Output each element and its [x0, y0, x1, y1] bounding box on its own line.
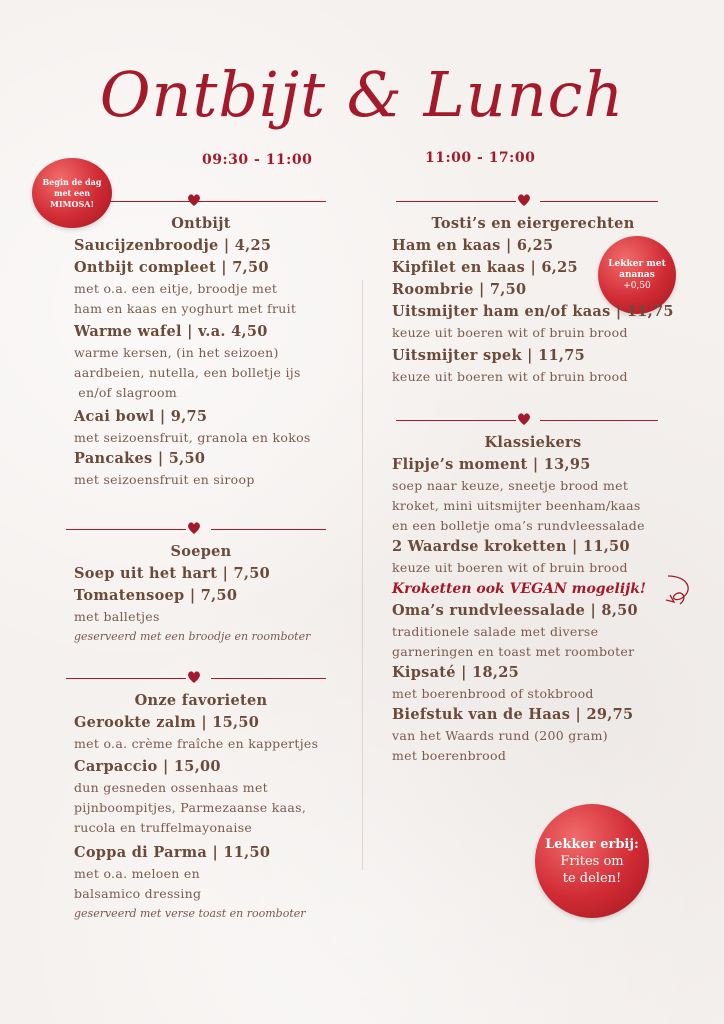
- menu-item: Oma’s rundvleessalade | 8,50: [392, 602, 638, 619]
- vegan-note: Kroketten ook VEGAN mogelijk!: [392, 581, 647, 597]
- menu-item: Warme wafel | v.a. 4,50: [74, 323, 268, 340]
- item-desc: met boerenbrood: [392, 748, 507, 763]
- item-desc: aardbeien, nutella, een bolletje ijs: [74, 365, 301, 380]
- mimosa-badge: Begin de dag met een MIMOSA!: [32, 158, 112, 228]
- right-column: [388, 192, 678, 766]
- item-desc: dun gesneden ossenhaas met: [74, 780, 268, 795]
- menu-title: Ontbijt & Lunch: [99, 58, 625, 131]
- item-desc: ham en kaas en yoghurt met fruit: [74, 301, 297, 316]
- item-desc: pijnboompitjes, Parmezaanse kaas,: [74, 800, 307, 815]
- item-desc: van het Waards rund (200 gram): [392, 728, 608, 743]
- menu-item: 2 Waardse kroketten | 11,50: [392, 538, 630, 555]
- item-desc: rucola en truffelmayonaise: [74, 820, 253, 835]
- item-desc: kroket, mini uitsmijter beenham/kaas: [392, 498, 641, 513]
- section-divider: [388, 192, 678, 212]
- menu-item: Uitsmijter ham en/of kaas | 11,75: [392, 303, 674, 320]
- menu-item: Tomatensoep | 7,50: [74, 587, 238, 604]
- item-desc: keuze uit boeren wit of bruin brood: [392, 369, 628, 384]
- ananas-badge: Lekker met ananas +0,50: [598, 236, 676, 314]
- menu-item: Gerookte zalm | 15,50: [74, 714, 260, 731]
- section-divider: [66, 520, 336, 540]
- column-divider: [362, 280, 363, 870]
- section-title-klassiekers: Klassiekers: [484, 434, 582, 451]
- item-note: geserveerd met verse toast en roomboter: [74, 907, 306, 920]
- item-desc: met seizoensfruit en siroop: [74, 472, 255, 487]
- menu-item: Kipsaté | 18,25: [392, 664, 520, 681]
- section-divider: [388, 411, 678, 431]
- section-title-soepen: Soepen: [170, 543, 232, 560]
- menu-item: Roombrie | 7,50: [392, 281, 527, 298]
- section-title-favorieten: Onze favorieten: [134, 692, 268, 709]
- menu-item: Kipfilet en kaas | 6,25: [392, 259, 578, 276]
- item-desc: met boerenbrood of stokbrood: [392, 686, 594, 701]
- item-desc: met o.a. meloen en: [74, 866, 200, 881]
- menu-item: Saucijzenbroodje | 4,25: [74, 237, 272, 254]
- heart-icon: [186, 192, 202, 208]
- breakfast-time: 09:30 - 11:00: [202, 152, 313, 168]
- menu-item: Carpaccio | 15,00: [74, 758, 221, 775]
- menu-item: Flipje’s moment | 13,95: [392, 456, 591, 473]
- item-desc: balsamico dressing: [74, 886, 202, 901]
- menu-item: Soep uit het hart | 7,50: [74, 565, 271, 582]
- lunch-time: 11:00 - 17:00: [425, 150, 536, 166]
- section-divider: [66, 669, 336, 689]
- item-desc: soep naar keuze, sneetje brood met: [392, 478, 629, 493]
- menu-item: Acai bowl | 9,75: [74, 408, 208, 425]
- item-desc: keuze uit boeren wit of bruin brood: [392, 560, 628, 575]
- item-desc: en/of slagroom: [74, 385, 178, 400]
- frites-badge: Lekker erbij: Frites om te delen!: [535, 804, 649, 918]
- item-desc: met o.a. een eitje, broodje met: [74, 281, 278, 296]
- menu-item: Uitsmijter spek | 11,75: [392, 347, 585, 364]
- section-title-tosti: Tosti’s en eiergerechten: [431, 215, 635, 232]
- item-desc: keuze uit boeren wit of bruin brood: [392, 325, 628, 340]
- menu-item: Pancakes | 5,50: [74, 450, 206, 467]
- item-desc: garneringen en toast met roomboter: [392, 644, 635, 659]
- item-desc: met balletjes: [74, 609, 160, 624]
- item-desc: en een bolletje oma’s rundvleessalade: [392, 518, 645, 533]
- left-column: [66, 192, 336, 924]
- menu-item: Ontbijt compleet | 7,50: [74, 259, 269, 276]
- menu-item: Biefstuk van de Haas | 29,75: [392, 706, 634, 723]
- menu-item: Coppa di Parma | 11,50: [74, 844, 271, 861]
- item-note: geserveerd met een broodje en roomboter: [74, 630, 311, 643]
- item-desc: met seizoensfruit, granola en kokos: [74, 430, 311, 445]
- menu-item: Ham en kaas | 6,25: [392, 237, 554, 254]
- item-desc: met o.a. crème fraîche en kappertjes: [74, 736, 319, 751]
- section-divider: [66, 192, 336, 212]
- item-desc: warme kersen, (in het seizoen): [74, 345, 279, 360]
- heart-icon: [516, 411, 532, 427]
- heart-icon: [186, 520, 202, 536]
- section-title-ontbijt: Ontbijt: [171, 215, 231, 232]
- heart-icon: [186, 669, 202, 685]
- heart-icon: [516, 192, 532, 208]
- item-desc: traditionele salade met diverse: [392, 624, 599, 639]
